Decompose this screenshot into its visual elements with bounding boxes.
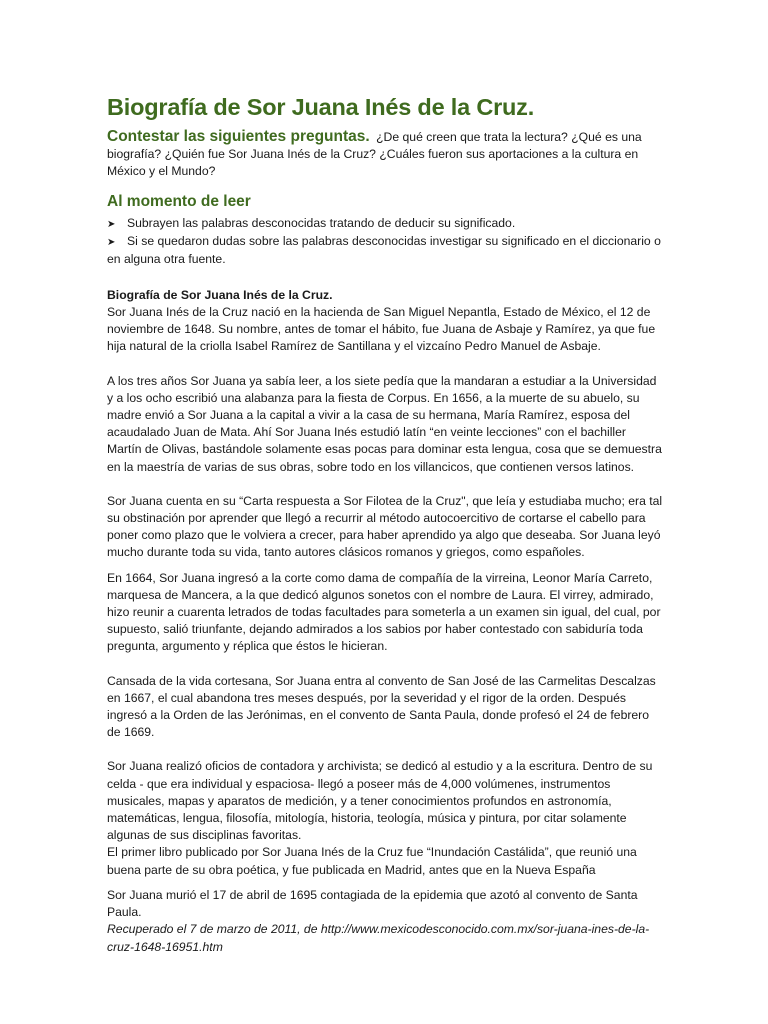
intro-questions: ¿De qué creen que trata la lectura? ¿Qué es una biografía? ¿Quién fue Sor Juana Inés de la Cruz? ¿Cuáles fueron sus aportaciones a la cultura en México y el Mundo? [107, 130, 642, 178]
paragraph: Sor Juana Inés de la Cruz nació en la hacienda de San Miguel Nepantla, Estado de México, el 12 de noviembre de 1648. Su nombre, antes de tomar el hábito, fue Juana de Asbaje y Ramírez, ya que fue hija natural de la criolla Isabel Ramírez de Santillana y el vizcaíno Pedro Manuel de Asbaje. [107, 305, 656, 354]
arrow-bullet-icon: ➤ [107, 219, 116, 230]
intro-paragraph [107, 128, 663, 180]
paragraph: A los tres años Sor Juana ya sabía leer, a los siete pedía que la mandaran a estudiar a la Universidad y a los ocho escribió una alabanza para la fiesta de Corpus. En 1656, a la muerte de su abuelo, su madre envió a Sor Juana a la capital a vivir a la casa de su hermana, María Ramírez, esposa del acaudalado Juan de Mata. Ahí Sor Juana Inés estudió latín “en veinte lecciones” con el bachiller Martín de Olivas, bastándole solamente esas pocas para dominar esta lengua, cosa que se demuestra en la maestría de varias de sus obras, sobre todo en los villancicos, que contienen versos latinos. [107, 373, 662, 474]
paragraph: Cansada de la vida cortesana, Sor Juana entra al convento de San José de las Carmelitas Descalzas en 1667, el cual abandona tres meses después, por la severidad y el rigor de la orden. Después ingresó a la Orden de las Jerónimas, en el convento de Santa Paula, donde profesó el 24 de febrero de 1669. [107, 673, 656, 740]
intro-lead: Contestar las siguientes preguntas. [107, 128, 370, 145]
paragraph: El primer libro publicado por Sor Juana Inés de la Cruz fue “Inundación Castálida”, que reunió una buena parte de su obra poética, y fue publicada en Madrid, antes que en la Nueva España [107, 845, 637, 877]
document-title: Biografía de Sor Juana Inés de la Cruz. [107, 94, 535, 120]
biography-title: Biografía de Sor Juana Inés de la Cruz. [107, 288, 333, 302]
bullet-continuation: en alguna otra fuente. [107, 252, 226, 266]
paragraph: Sor Juana murió el 17 de abril de 1695 contagiada de la epidemia que azotó al convento de Santa Paula. [107, 887, 638, 920]
document-page [107, 92, 663, 956]
source-citation: Recuperado el 7 de marzo de 2011, de http://www.mexicodesconocido.com.mx/sor-juana-ines-de-la-cruz-1648-16951.htm [107, 922, 650, 954]
bullet-item [107, 233, 663, 251]
bullet-text: Si se quedaron dudas sobre las palabras desconocidas investigar su significado en el diccionario o [127, 234, 661, 248]
bullet-text: Subrayen las palabras desconocidas tratando de deducir su significado. [127, 216, 516, 230]
paragraph: Sor Juana cuenta en su “Carta respuesta a Sor Filotea de la Cruz", que leía y estudiaba mucho; era tal su obstinación por aprender que llegó a recurrir al método autocoercitivo de cortarse el cabello para poner como plazo que le volviera a crecer, para haber aprendido ya algo que deseaba. Sor Juana leyó mucho durante toda su vida, tanto autores clásicos romanos y griegos, como españoles. [107, 493, 663, 560]
reading-bullets [107, 215, 663, 267]
paragraph: Sor Juana realizó oficios de contadora y archivista; se dedicó al estudio y a la escritura. Dentro de su celda - que era individual y espaciosa- llegó a poseer más de 4,000 volúmenes, instrumentos musicales, mapas y aparatos de medición, y a tener conocimientos profundos en astronomía, matemáticas, lengua, filosofía, mitología, historia, teología, música y pintura, por citar solamente algunas de sus disciplinas favoritas. [107, 759, 653, 843]
reading-heading: Al momento de leer [107, 193, 251, 210]
arrow-bullet-icon: ➤ [107, 237, 116, 248]
paragraph: En 1664, Sor Juana ingresó a la corte como dama de compañía de la virreina, Leonor María Carreto, marquesa de Mancera, a la que dedicó algunos sonetos con el nombre de Laura. El virrey, admirado, hizo reunir a cuarenta letrados de todas facultades para someterla a un examen sin igual, del cual, por supuesto, salió triunfante, dejando admirados a los sabios por haber contestado con sabiduría toda pregunta, argumento y réplica que éstos le hicieran. [107, 570, 661, 654]
bullet-item [107, 215, 663, 233]
